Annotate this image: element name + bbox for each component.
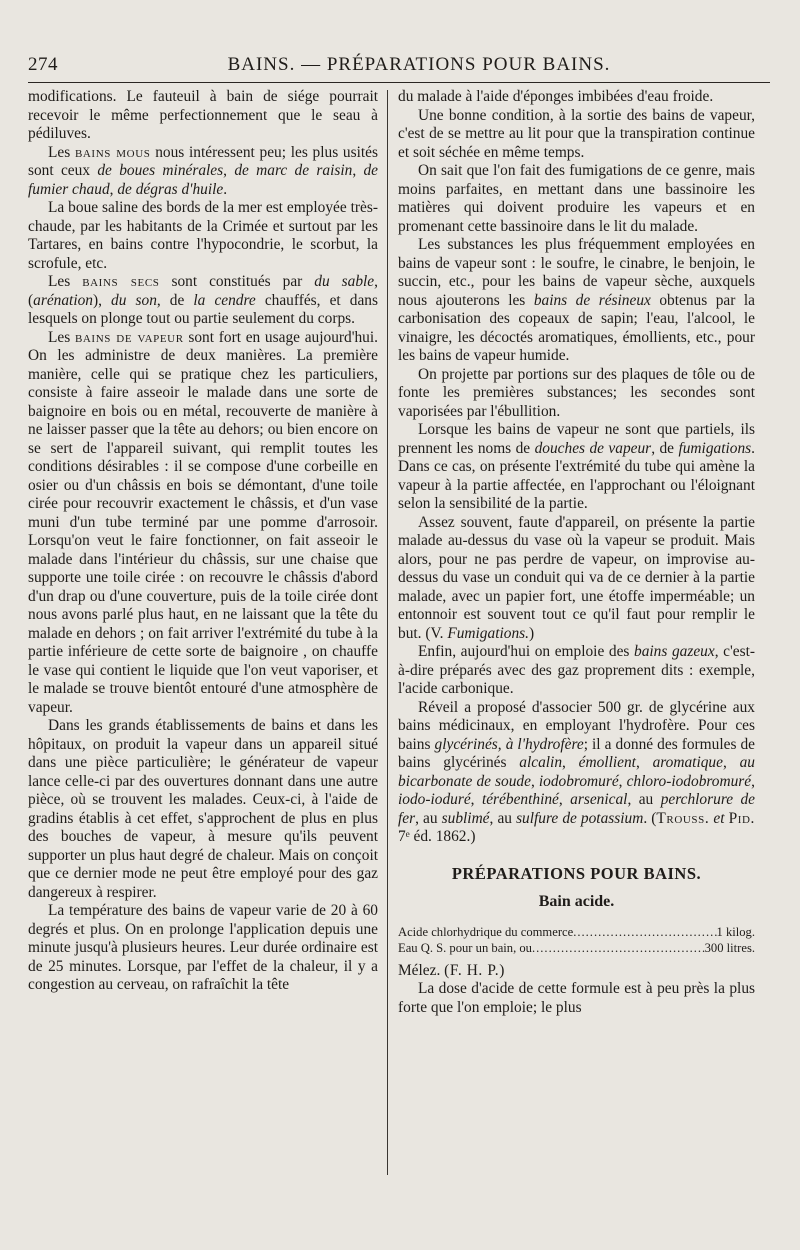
text-run: sont constitués par: [159, 273, 315, 290]
formula-quantity: 1 kilog.: [716, 924, 755, 939]
text-run: Les: [48, 328, 75, 346]
formula-row: [398, 940, 755, 956]
column-divider: [387, 90, 388, 1175]
italic-term: la cendre: [193, 291, 256, 309]
italic-term: glycérinés, à l'hydrofère: [434, 735, 584, 753]
italic-term: sulfure de potassium: [516, 809, 644, 827]
text-run: ,: [530, 772, 539, 790]
section-title: PRÉPARATIONS POUR BAINS.: [451, 863, 702, 883]
text-run: , au: [627, 791, 661, 808]
small-caps-term: bains secs: [82, 273, 160, 290]
text-run: On projette par portions sur des plaques de tôle ou de fonte les premières substances; les secondes sont vaporisées par l'ébullition.: [398, 365, 755, 420]
text-run: nous intéressent peu; les plus usités sont ceux: [28, 143, 378, 179]
closing-paragraph: La dose d'acide de cette formule est à peu près la plus forte que l'on emploie; le plus: [398, 980, 755, 1016]
italic-term: du son: [111, 291, 157, 309]
text-run: , au: [489, 809, 517, 827]
text-run: ,: [352, 162, 364, 179]
running-head: BAINS. — PRÉPARATIONS POUR BAINS.: [227, 54, 611, 75]
paragraph: [28, 717, 378, 902]
paragraph: [28, 88, 378, 144]
small-caps-term: bains de vapeur: [74, 328, 184, 346]
text-run: ,: [635, 754, 653, 771]
italic-term: arénation: [33, 291, 93, 309]
text-run: obtenus par la carbonisation des copeaux de sapin; l'eau, l'alcool, le vinaigre, les décoctés aromatiques, émollients, etc., pour les bains de vapeur humide.: [398, 291, 755, 364]
formula-row: [398, 924, 755, 940]
text-run: ,: [751, 772, 755, 790]
paragraph: [28, 273, 378, 329]
text-run: chauffés, et dans lesquels on plonge tout ou partie seulement du corps.: [28, 291, 378, 327]
italic-term: perchlorure de fer: [398, 791, 756, 827]
text-run: ),: [93, 291, 112, 309]
italic-term: fumigations: [678, 439, 752, 457]
text-run: ): [528, 624, 535, 642]
text-run: Enfin, aujourd'hui on emploie des: [418, 643, 635, 660]
paragraph: [398, 162, 755, 236]
text-run: Réveil a proposé d'associer 500 gr. de glycérine aux bains médicinaux, en employant l'hydrofère. Pour ces bains: [398, 698, 755, 753]
italic-term: sublimé: [441, 809, 490, 827]
small-caps-term: Trouss.: [656, 809, 710, 827]
text-run: La boue saline des bords de la mer est employée très-chaude, par les habitants de la Crimée et surtout par les Tartares, en bains contre l'hypocondrie, le scorbut, la scrofule, etc.: [28, 199, 378, 272]
italic-term: arsenical: [570, 791, 628, 808]
small-caps-term: bains mous: [74, 143, 151, 161]
text-run: On sait que l'on fait des fumigations de ce genre, mais moins parfaites, en mettant dans une bassinoire les matières qui doivent produire les vapeurs et en promenant cette bassinoire dans le lit du malade.: [398, 162, 755, 235]
paragraph: [398, 107, 755, 163]
small-caps-term: Pid.: [728, 809, 755, 827]
paragraph: [398, 643, 755, 699]
paragraph: [28, 199, 378, 273]
paragraph: [398, 236, 755, 366]
paragraph: [28, 329, 378, 718]
italic-term: alcalin: [519, 754, 563, 771]
text-run: ,: [562, 754, 579, 771]
text-run: ,: [618, 772, 627, 790]
page-number: 274: [28, 54, 58, 75]
formula-leader-dots: [573, 924, 716, 940]
text-run: . (: [643, 809, 657, 827]
italic-term: de dégras d'huile: [117, 180, 224, 198]
text-run: , de: [651, 439, 679, 457]
text-run: .: [223, 180, 228, 198]
text-run: , c'est-à-dire préparés avec des gaz proprement dits : exemple, l'acide carbonique.: [398, 643, 755, 697]
paragraph: [398, 366, 755, 422]
italic-term: de marc de raisin: [234, 162, 353, 179]
italic-term: douches de vapeur: [534, 439, 652, 457]
paragraph: [398, 699, 755, 847]
text-run: Lorsque les bains de vapeur ne sont que partiels, ils prennent les noms de: [398, 421, 755, 457]
text-run: Les: [48, 273, 83, 290]
italic-term: iodobromuré: [538, 772, 619, 790]
italic-term: du sable: [314, 273, 375, 290]
paragraph: [398, 514, 755, 644]
italic-term: et: [709, 809, 729, 827]
italic-term: de fumier chaud: [28, 162, 379, 198]
text-run: ,: [470, 791, 482, 808]
paragraph: [398, 88, 755, 107]
text-run: . Dans ce cas, on présente l'extrémité du tube qui amène la vapeur à la partie affectée, en l'approchant ou l'éloignant selon la sensibilité de la partie.: [398, 439, 755, 512]
text-run: Les substances les plus fréquemment employées en bains de vapeur sont : le soufre, le cinabre, le benjoin, le succin, etc., pour les bains de vapeur sèche, auxquels nous ajouterons les: [398, 236, 755, 309]
italic-term: iodo-ioduré: [398, 791, 471, 808]
formula-leader-dots: [532, 940, 705, 956]
italic-term: émollient: [578, 754, 636, 771]
right-column-body: [398, 88, 755, 847]
text-run: La température des bains de vapeur varie de 20 à 60 degrés et plus. On en prolonge l'application depuis une minute jusqu'à plusieurs heures. Leur durée ordinaire est de 25 minutes. Lorsque, par l'effet de la chaleur, il y a congestion au cerveau, on rafraîchit la tête: [28, 902, 378, 993]
author-name: Mélez.: [398, 961, 441, 979]
italic-term: bains de résineux: [533, 291, 651, 309]
text-run: , au: [415, 809, 442, 827]
text-run: ,: [558, 791, 571, 808]
italic-term: térébenthiné: [481, 791, 559, 808]
text-run: ; il a donné des formules de bains glycérinés: [398, 735, 756, 771]
formula-quantity: 300 litres.: [704, 940, 755, 955]
formula-ingredient: Acide chlorhydrique du commerce: [398, 924, 574, 939]
paragraph: [28, 902, 378, 995]
author-reference: (F. H. P.): [444, 961, 505, 979]
text-run: , de: [156, 291, 194, 309]
text-run: sont fort en usage aujourd'hui. On les administre de deux manières. La première manière, celle qui se pratique chez les particuliers, consiste à faire asseoir le malade dans une sorte de baignoire en bois ou en métal, recouverte de manière à ne laisser passer que la tête au dehors; ou bien encore on se sert de l'appareil suivant, qui remplit toutes les conditions désirables : il se compose d'une corbeille en osier ou d'un châssis en bois se démontant, d'une toile cirée pour recouvrir exactement le châssis, et d'un vase muni d'un tube terminé par une pomme d'arrosoir. Lorsqu'on veut le faire fonctionner, on fait asseoir le malade dans l'intérieur du châssis, sur une chaise que supporte une toile cirée : on recouvre le châssis d'abord d'un drap ou d'une couverture, puis de la toile cirée dont nous avons parlé plus haut, en ne laissant que la tête du malade en dehors ; on fait arriver l'extrémité du tube à la partie inférieure de cette sorte de baignoire , on chauffe le vase qui contient le liquide que l'on veut vaporiser, et le malade se trouve bientôt entouré d'une atmosphère de vapeur.: [28, 328, 378, 716]
left-column: [28, 88, 378, 995]
italic-term: de boues minérales: [97, 162, 224, 179]
recipe-title: Bain acide.: [538, 893, 615, 910]
paragraph: [28, 144, 378, 200]
text-run: Une bonne condition, à la sortie des bains de vapeur, c'est de se mettre au lit pour que la transpiration continue et soit séchée en même temps.: [398, 106, 755, 161]
page-header: [28, 54, 770, 80]
text-run: , (: [28, 273, 378, 309]
recipe-author: [398, 962, 755, 981]
text-run: Assez souvent, faute d'appareil, on présente la partie malade au-dessus du vase où la vapeur se produit. Mais alors, pour ne pas perdre de vapeur, on improvise au-dessus du vase un conduit qui va de ce dernier à la partie malade, avec un papier fort, une étoffe imperméable; un entonnoir est souvent tout ce qu'il faut pour remplir le but. (V.: [398, 513, 755, 642]
formula-ingredient: Eau Q. S. pour un bain, ou: [398, 940, 532, 955]
italic-term: chloro-iodobromuré: [626, 772, 752, 790]
formula-table: [398, 924, 755, 956]
italic-term: Fumigations.: [447, 624, 529, 642]
text-run: modifications. Le fauteuil à bain de siége pourrait recevoir le même perfectionnement que le seau à pédiluves.: [28, 88, 378, 142]
text-run: Les: [48, 143, 75, 161]
italic-term: au bicarbonate de soude: [398, 754, 755, 790]
right-column: [398, 88, 755, 1017]
text-run: 7ᵉ éd. 1862.): [398, 828, 476, 845]
paragraph: [398, 421, 755, 514]
text-run: ,: [722, 754, 740, 771]
italic-term: aromatique: [652, 754, 723, 771]
header-rule: [28, 82, 770, 83]
text-run: ,: [223, 162, 235, 179]
text-run: ,: [109, 180, 118, 198]
text-run: du malade à l'aide d'éponges imbibées d'eau froide.: [398, 88, 714, 105]
text-run: Dans les grands établissements de bains et dans les hôpitaux, on produit la vapeur dans un appareil situé dans une pièce particulière; le générateur de vapeur lance celle-ci par des ouvertures donnant dans une autre pièce, où se trouvent les malades. Ceux-ci, à l'aide de gradins établis à cet effet, s'approchent de plus en plus des bouches de vapeur, à mesure qu'ils peuvent supporter un plus haut degré de chaleur. Mais on conçoit que ce dernier mode ne peut être employé pour des gaz dangereux à respirer.: [28, 717, 378, 901]
italic-term: bains gazeux: [634, 643, 715, 660]
